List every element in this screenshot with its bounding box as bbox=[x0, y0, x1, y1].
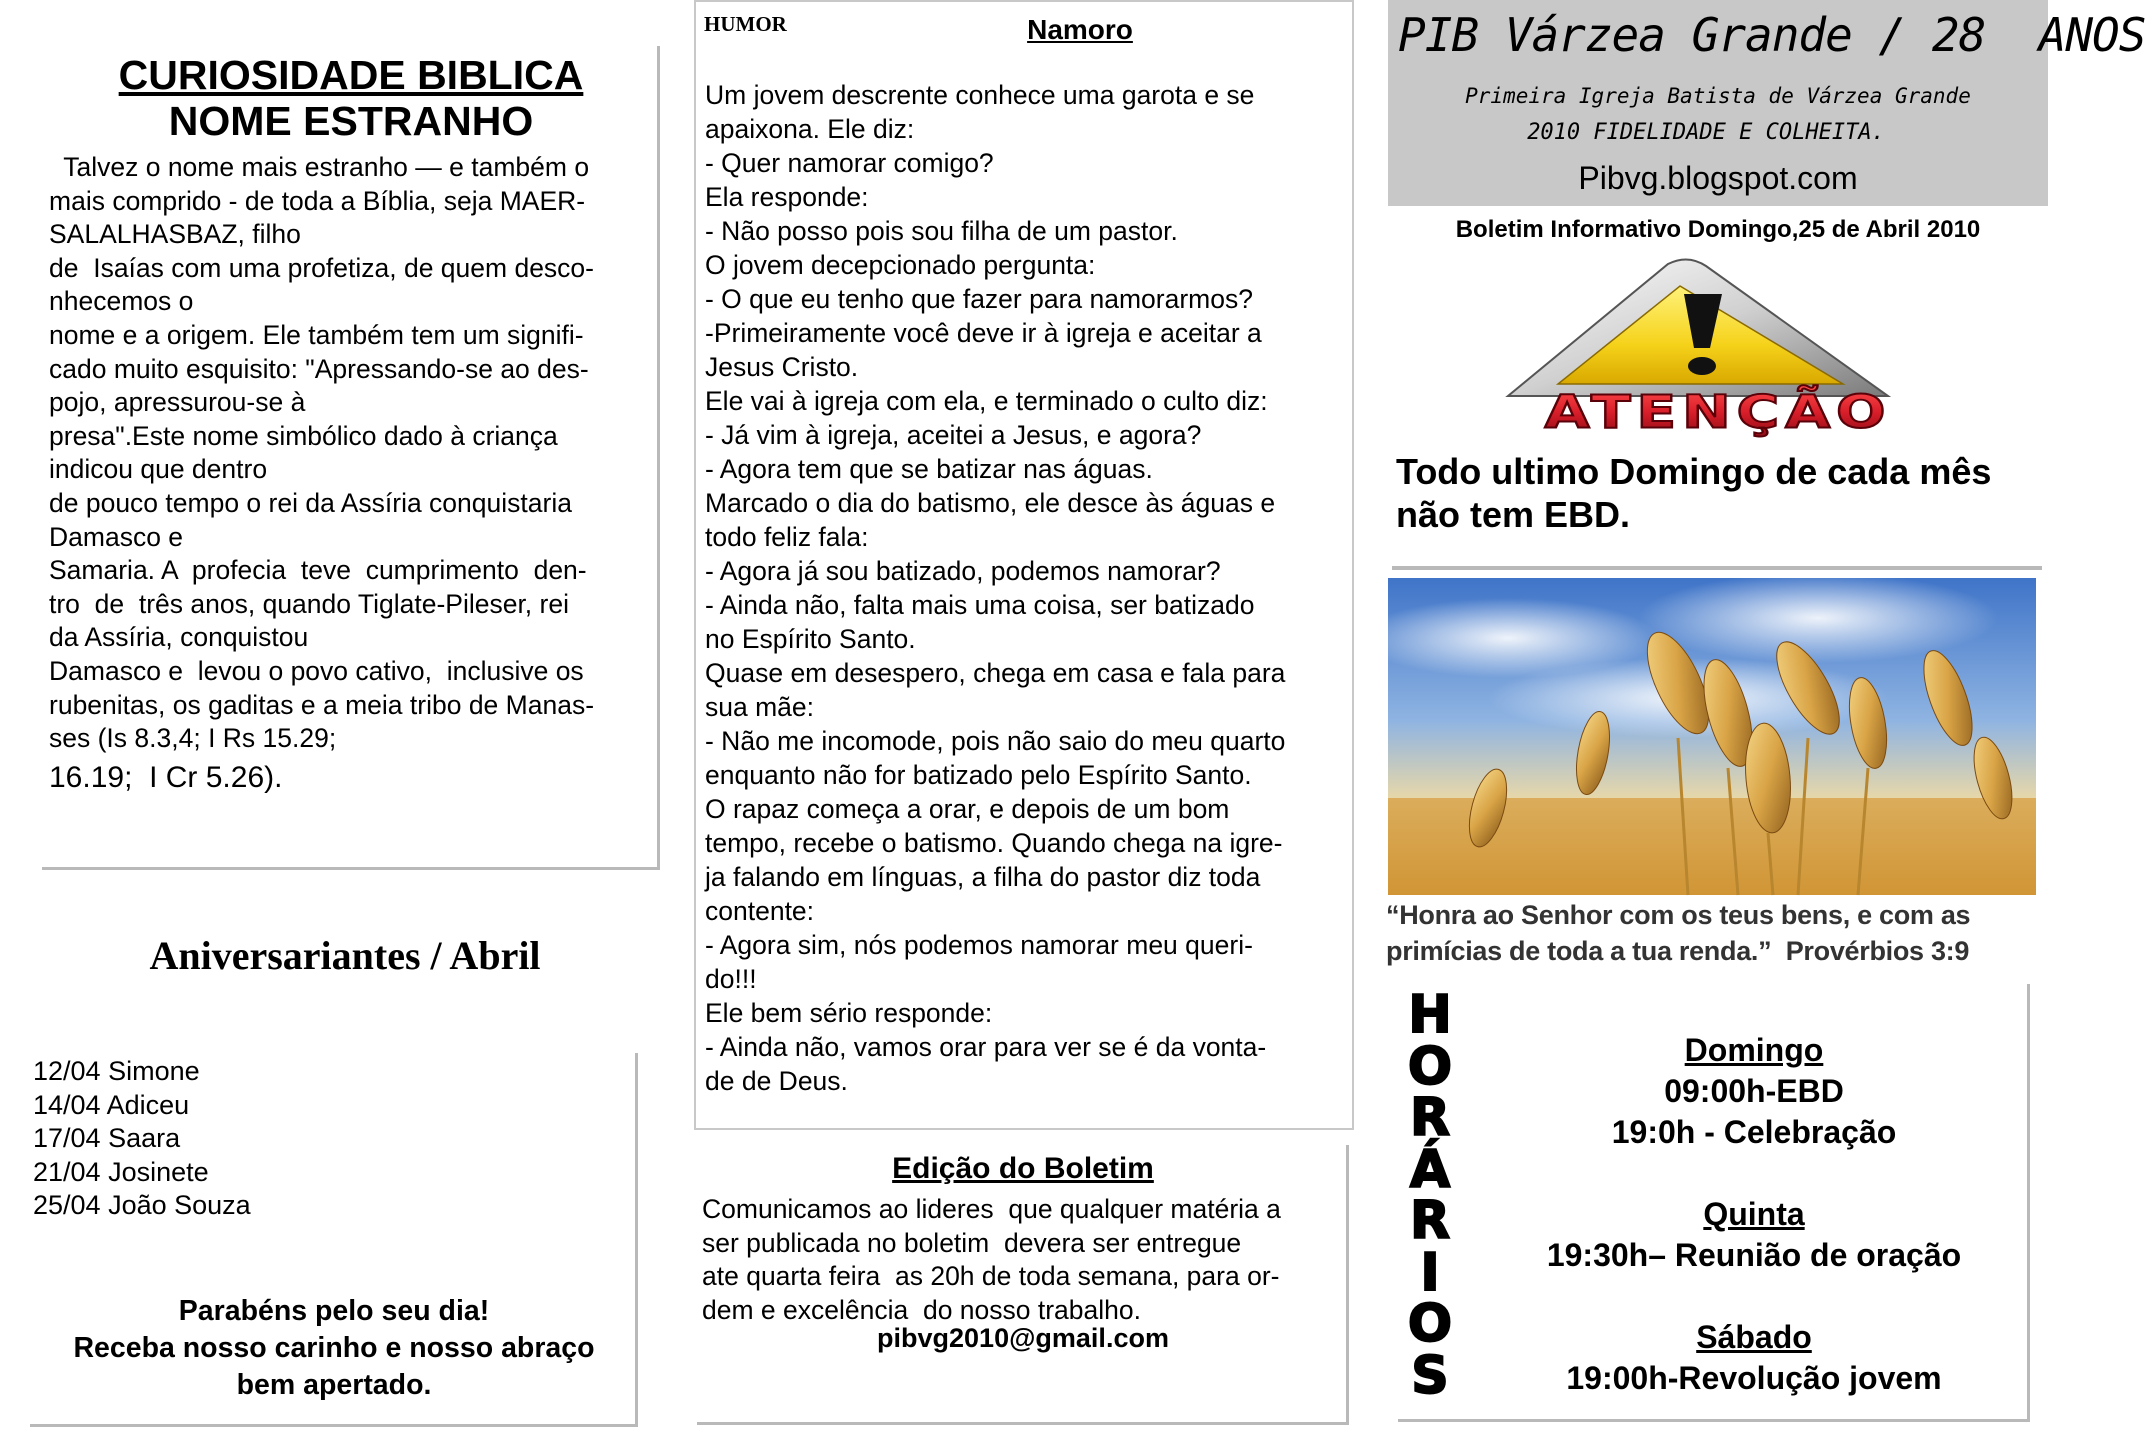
horarios-section bbox=[1398, 984, 2030, 1422]
text-line: - Ainda não, falta mais uma coisa, ser batizado bbox=[705, 590, 1255, 620]
text-line: Talvez o nome mais estranho — e também o bbox=[49, 152, 590, 182]
list-item: 21/04 Josinete bbox=[33, 1156, 209, 1187]
text-line: indicou que dentro bbox=[49, 454, 268, 485]
text-line: ja falando em línguas, a filha do pastor diz toda bbox=[705, 862, 1261, 892]
verse-line: “Honra ao Senhor com os teus bens, e com as bbox=[1386, 900, 1971, 930]
text-line: - Quer namorar comigo? bbox=[705, 148, 994, 178]
text-line: O rapaz começa a orar, e depois de um bom bbox=[705, 794, 1230, 824]
aniversariantes-section bbox=[30, 1053, 638, 1427]
schedule-day-sabado: Sábado bbox=[1696, 1319, 1812, 1355]
vertical-letter: R bbox=[1409, 1191, 1451, 1251]
text-line: todo feliz fala: bbox=[705, 522, 869, 552]
text-line: SALALHASBAZ, filho bbox=[49, 219, 301, 250]
text-line: do!!! bbox=[705, 964, 757, 994]
horarios-vertical-title bbox=[1390, 985, 1470, 1406]
curiosidade-section bbox=[42, 46, 660, 870]
atencao-graphic bbox=[1388, 256, 2048, 440]
text-line: de pouco tempo o rei da Assíria conquistaria bbox=[49, 487, 572, 518]
text-line: O jovem decepcionado pergunta: bbox=[705, 250, 1096, 280]
list-item: 25/04 João Souza bbox=[33, 1190, 251, 1221]
vertical-letter: Á bbox=[1409, 1139, 1451, 1200]
text-line: -Primeiramente você deve ir à igreja e aceitar a bbox=[705, 318, 1262, 348]
humor-tag: HUMOR bbox=[704, 12, 787, 36]
edicao-body bbox=[702, 1193, 1347, 1327]
text-line: pojo, apressurou-se à bbox=[49, 387, 306, 418]
wheat-field-illustration bbox=[1388, 578, 2036, 895]
text-line: Ela responde: bbox=[705, 182, 869, 212]
church-title: PIB Várzea Grande / 28 ANOS bbox=[1398, 8, 2145, 62]
text-line: apaixona. Ele diz: bbox=[705, 114, 915, 144]
text-line: da Assíria, conquistou bbox=[49, 622, 309, 653]
text-line: Damasco e bbox=[49, 521, 184, 552]
schedule-entry: 19:0h - Celebração bbox=[1611, 1114, 1897, 1150]
curiosidade-title: CURIOSIDADE BIBLICA bbox=[118, 52, 584, 98]
parabens-message bbox=[30, 1293, 638, 1404]
text-line: sua mãe: bbox=[705, 692, 815, 722]
contact-email[interactable]: pibvg2010@gmail.com bbox=[877, 1323, 1169, 1353]
text-line: nome e a origem. Ele também tem um signifi- bbox=[49, 319, 584, 350]
vertical-letter: I bbox=[1420, 1242, 1440, 1303]
parabens-line: bem apertado. bbox=[236, 1369, 432, 1401]
humor-section bbox=[694, 0, 1354, 1130]
vertical-letter: R bbox=[1409, 1088, 1451, 1148]
text-line: Ele vai à igreja com ela, e terminado o culto diz: bbox=[705, 386, 1268, 416]
curiosidade-subtitle: NOME ESTRANHO bbox=[168, 98, 534, 144]
text-line: nhecemos o bbox=[49, 286, 194, 317]
curiosidade-body bbox=[49, 151, 649, 798]
text-line: Ele bem sério responde: bbox=[705, 998, 993, 1028]
bible-verse bbox=[1386, 897, 2046, 969]
text-line: tempo, recebe o batismo. Quando chega na igre- bbox=[705, 828, 1283, 858]
text-line: tro de três anos, quando Tiglate-Pileser, rei bbox=[49, 588, 569, 619]
text-line: enquanto não for batizado pelo Espírito Santo. bbox=[705, 760, 1252, 790]
vertical-letter: S bbox=[1411, 1345, 1449, 1406]
church-motto: 2010 FIDELIDADE E COLHEITA. bbox=[1527, 120, 1885, 145]
birthday-list bbox=[33, 1055, 251, 1223]
text-line: contente: bbox=[705, 896, 815, 926]
text-line: Jesus Cristo. bbox=[705, 352, 859, 382]
parabens-line: Receba nosso carinho e nosso abraço bbox=[73, 1332, 595, 1364]
verse-line: primícias de toda a tua renda.” Provérbios 3:9 bbox=[1386, 936, 1970, 966]
text-line: - Já vim à igreja, aceitei a Jesus, e agora? bbox=[705, 420, 1202, 450]
schedule-entry: 19:30h– Reunião de oração bbox=[1546, 1237, 1962, 1273]
list-item: 17/04 Saara bbox=[33, 1123, 181, 1154]
wheat-image bbox=[1388, 578, 2036, 895]
text-line: - Não posso pois sou filha de um pastor. bbox=[705, 216, 1178, 246]
text-line: Um jovem descrente conhece uma garota e se bbox=[705, 80, 1255, 110]
list-item: 12/04 Simone bbox=[33, 1056, 200, 1086]
text-line: - Não me incomode, pois não saio do meu quarto bbox=[705, 726, 1286, 756]
warning-icon bbox=[1388, 256, 2048, 440]
text-line: de de Deus. bbox=[705, 1066, 848, 1096]
church-subtitle: Primeira Igreja Batista de Várzea Grande bbox=[1465, 84, 1971, 108]
edicao-section bbox=[697, 1145, 1349, 1425]
boletim-date: Boletim Informativo Domingo,25 de Abril 2010 bbox=[1455, 216, 1981, 243]
vertical-letter: H bbox=[1408, 985, 1452, 1045]
text-line: - Ainda não, vamos orar para ver se é da vonta- bbox=[705, 1032, 1267, 1062]
church-website[interactable]: Pibvg.blogspot.com bbox=[1578, 160, 1858, 196]
church-header bbox=[1388, 0, 2145, 206]
schedule-day-domingo: Domingo bbox=[1684, 1032, 1824, 1068]
text-line: no Espírito Santo. bbox=[705, 624, 916, 654]
text-line: ate quarta feira as 20h de toda semana, para or- bbox=[702, 1261, 1280, 1292]
aniversariantes-title: Aniversariantes / Abril bbox=[149, 933, 541, 978]
text-line: - O que eu tenho que fazer para namorarmos? bbox=[705, 284, 1253, 314]
text-line: ses (Is 8.3,4; I Rs 15.29; bbox=[49, 723, 337, 754]
parabens-line: Parabéns pelo seu dia! bbox=[178, 1295, 490, 1327]
text-line: - Agora sim, nós podemos namorar meu queri- bbox=[705, 930, 1253, 960]
scripture-reference: 16.19; I Cr 5.26). bbox=[49, 760, 283, 794]
schedule-day-quinta: Quinta bbox=[1703, 1196, 1805, 1232]
text-line: - Agora tem que se batizar nas águas. bbox=[705, 454, 1153, 484]
edicao-heading: Edição do Boletim bbox=[892, 1152, 1154, 1185]
schedule-entry: 19:00h-Revolução jovem bbox=[1566, 1360, 1942, 1396]
text-line: presa".Este nome simbólico dado à criança bbox=[49, 420, 558, 451]
text-line: rubenitas, os gaditas e a meia tribo de Manas- bbox=[49, 689, 595, 720]
text-line: cado muito esquisito: "Apressando-se ao des- bbox=[49, 353, 589, 384]
text-line: Comunicamos ao lideres que qualquer matéria a bbox=[702, 1194, 1281, 1224]
text-line: ser publicada no boletim devera ser entregue bbox=[702, 1227, 1242, 1258]
list-item: 14/04 Adiceu bbox=[33, 1089, 190, 1120]
text-line: mais comprido - de toda a Bíblia, seja MAER- bbox=[49, 185, 586, 216]
text-line: Samaria. A profecia teve cumprimento den- bbox=[49, 555, 587, 586]
humor-body bbox=[705, 78, 1350, 1098]
schedule-entry: 09:00h-EBD bbox=[1664, 1073, 1844, 1109]
vertical-letter: O bbox=[1407, 1036, 1453, 1097]
notice-line: não tem EBD. bbox=[1396, 494, 1631, 535]
text-line: Marcado o dia do batismo, ele desce às águas e bbox=[705, 488, 1276, 518]
notice-line: Todo ultimo Domingo de cada mês bbox=[1396, 451, 1992, 492]
text-line: Damasco e levou o povo cativo, inclusive os bbox=[49, 655, 584, 686]
atencao-banner-text: ATENÇÃO bbox=[1544, 386, 1892, 439]
text-line: de Isaías com uma profetiza, de quem desco- bbox=[49, 252, 594, 283]
humor-heading: Namoro bbox=[1027, 14, 1133, 45]
text-line: dem e excelência do nosso trabalho. bbox=[702, 1294, 1141, 1325]
text-line: Quase em desespero, chega em casa e fala para bbox=[705, 658, 1286, 688]
vertical-letter: O bbox=[1407, 1294, 1453, 1354]
divider bbox=[1392, 566, 2042, 570]
atencao-notice bbox=[1396, 450, 2046, 536]
text-line: - Agora já sou batizado, podemos namorar? bbox=[705, 556, 1221, 586]
